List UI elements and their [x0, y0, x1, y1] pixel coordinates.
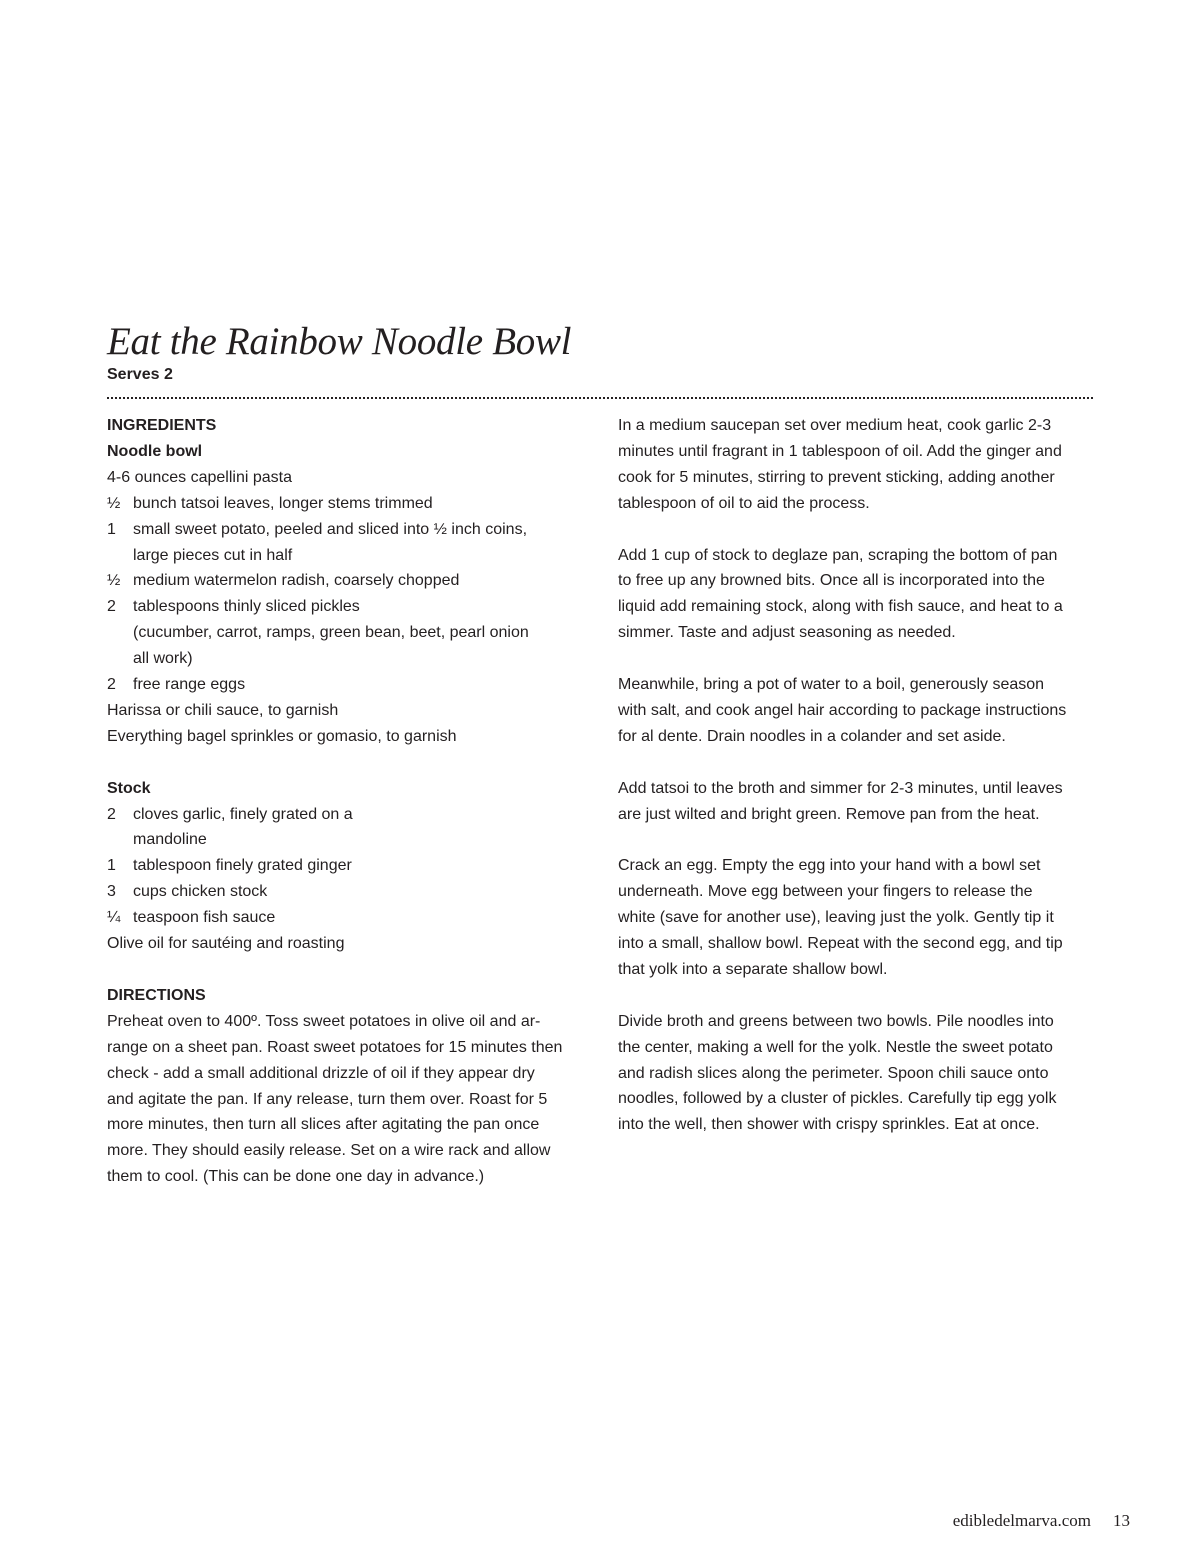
direction-line: simmer. Taste and adjust seasoning as needed.: [618, 624, 956, 642]
ingredient-item: [107, 491, 587, 517]
ingredient-line: Olive oil for sautéing and roasting: [107, 935, 345, 953]
direction-line: that yolk into a separate shallow bowl.: [618, 960, 888, 978]
direction-line: to free up any browned bits. Once all is incorporated into the: [618, 572, 1045, 590]
direction-step: [618, 413, 1098, 517]
directions-heading: DIRECTIONS: [107, 986, 206, 1004]
direction-line: Preheat oven to 400º. Toss sweet potatoes in olive oil and ar-: [107, 1012, 541, 1030]
ingredient-item: [107, 672, 587, 698]
ingredient-item: [107, 517, 587, 543]
direction-line: Meanwhile, bring a pot of water to a boil, generously season: [618, 676, 1045, 694]
ingredient-text: cups chicken stock: [133, 883, 268, 901]
ingredient-text: medium watermelon radish, coarsely chopped: [133, 572, 460, 590]
ingredient-text: cloves garlic, finely grated on a: [133, 805, 353, 823]
direction-line: tablespoon of oil to aid the process.: [618, 494, 870, 512]
direction-line: cook for 5 minutes, stirring to prevent sticking, adding another: [618, 468, 1055, 486]
ingredient-text: small sweet potato, peeled and sliced into ½ inch coins,: [133, 520, 528, 538]
direction-line: underneath. Move egg between your fingers to release the: [618, 883, 1033, 901]
direction-line: with salt, and cook angel hair according to package instructions: [618, 701, 1067, 719]
direction-step: [618, 672, 1098, 750]
direction-line: and radish slices along the perimeter. Spoon chili sauce onto: [618, 1064, 1049, 1082]
serves-count: Serves 2: [107, 366, 173, 383]
direction-line: are just wilted and bright green. Remove pan from the heat.: [618, 805, 1040, 823]
directions-intro: [107, 1009, 587, 1190]
right-column: [618, 413, 1098, 1164]
ingredient-text: bunch tatsoi leaves, longer stems trimmed: [133, 494, 433, 512]
ingredient-text: free range eggs: [133, 676, 246, 694]
footer-website: edibledelmarva.com: [952, 1511, 1091, 1530]
direction-line: check - add a small additional drizzle of oil if they appear dry: [107, 1064, 535, 1082]
direction-line: more minutes, then turn all slices after agitating the pan once: [107, 1116, 540, 1134]
direction-line: Divide broth and greens between two bowls. Pile noodles into: [618, 1012, 1054, 1030]
direction-line: white (save for another use), leaving just the yolk. Gently tip it: [618, 909, 1054, 927]
ingredient-item: [107, 905, 587, 931]
direction-line: Crack an egg. Empty the egg into your hand with a bowl set: [618, 857, 1041, 875]
ingredient-text-continued: (cucumber, carrot, ramps, green bean, beet, pearl onion: [133, 624, 529, 642]
stock-list: [107, 802, 587, 957]
ingredient-line: Harissa or chili sauce, to garnish: [107, 701, 339, 719]
direction-line: noodles, followed by a cluster of pickles. Carefully tip egg yolk: [618, 1090, 1057, 1108]
noodle-bowl-list: [107, 491, 587, 750]
ingredient-text-continued: all work): [133, 650, 193, 668]
direction-line: Add tatsoi to the broth and simmer for 2-3 minutes, until leaves: [618, 779, 1063, 797]
direction-line: In a medium saucepan set over medium heat, cook garlic 2-3: [618, 417, 1052, 434]
page-footer: [900, 1508, 1130, 1534]
ingredient-text-continued: large pieces cut in half: [133, 546, 293, 564]
ingredient-text: tablespoons thinly sliced pickles: [133, 598, 360, 616]
noodle-bowl-heading: Noodle bowl: [107, 442, 203, 460]
ingredient-item: [107, 879, 587, 905]
ingredient-qty: 2: [107, 676, 116, 694]
direction-line: liquid add remaining stock, along with fish sauce, and heat to a: [618, 598, 1063, 616]
ingredient-item: [107, 802, 587, 828]
ingredient-line: 4-6 ounces capellini pasta: [107, 468, 293, 486]
recipe-title: Eat the Rainbow Noodle Bowl: [107, 320, 572, 363]
ingredient-qty: 3: [107, 883, 116, 901]
direction-line: for al dente. Drain noodles in a colander and set aside.: [618, 727, 1006, 745]
ingredients-heading: INGREDIENTS: [107, 417, 217, 434]
direction-line: and agitate the pan. If any release, turn them over. Roast for 5: [107, 1090, 548, 1108]
direction-step: [618, 1009, 1098, 1139]
ingredient-text: tablespoon finely grated ginger: [133, 857, 352, 875]
direction-line: minutes until fragrant in 1 tablespoon of oil. Add the ginger and: [618, 442, 1062, 460]
direction-line: more. They should easily release. Set on a wire rack and allow: [107, 1142, 551, 1160]
direction-step: [618, 853, 1098, 983]
ingredient-item: [107, 853, 587, 879]
ingredient-qty: 1: [107, 520, 116, 538]
ingredient-line: Everything bagel sprinkles or gomasio, to garnish: [107, 727, 457, 745]
direction-step: [618, 776, 1098, 828]
stock-heading: Stock: [107, 779, 151, 797]
direction-line: the center, making a well for the yolk. Nestle the sweet potato: [618, 1038, 1053, 1056]
ingredient-qty: 2: [107, 805, 116, 823]
ingredient-qty: 1: [107, 857, 116, 875]
direction-step: [618, 543, 1098, 647]
left-column: [107, 413, 587, 1190]
ingredient-text-continued: mandoline: [133, 831, 207, 849]
ingredient-item: [107, 568, 587, 594]
ingredient-qty: ½: [107, 572, 121, 590]
direction-line: into a small, shallow bowl. Repeat with the second egg, and tip: [618, 935, 1063, 953]
ingredient-qty: 2: [107, 598, 116, 616]
direction-line: into the well, then shower with crispy sprinkles. Eat at once.: [618, 1116, 1040, 1134]
dotted-divider: [107, 397, 1093, 399]
ingredient-text: teaspoon fish sauce: [133, 909, 276, 927]
ingredient-qty: ½: [107, 494, 121, 512]
direction-line: range on a sheet pan. Roast sweet potatoes for 15 minutes then: [107, 1038, 563, 1056]
page-number: 13: [1113, 1511, 1130, 1530]
direction-line: them to cool. (This can be done one day in advance.): [107, 1168, 485, 1186]
ingredient-qty: ¼: [107, 909, 121, 927]
ingredient-item: [107, 594, 587, 620]
direction-line: Add 1 cup of stock to deglaze pan, scraping the bottom of pan: [618, 546, 1058, 564]
